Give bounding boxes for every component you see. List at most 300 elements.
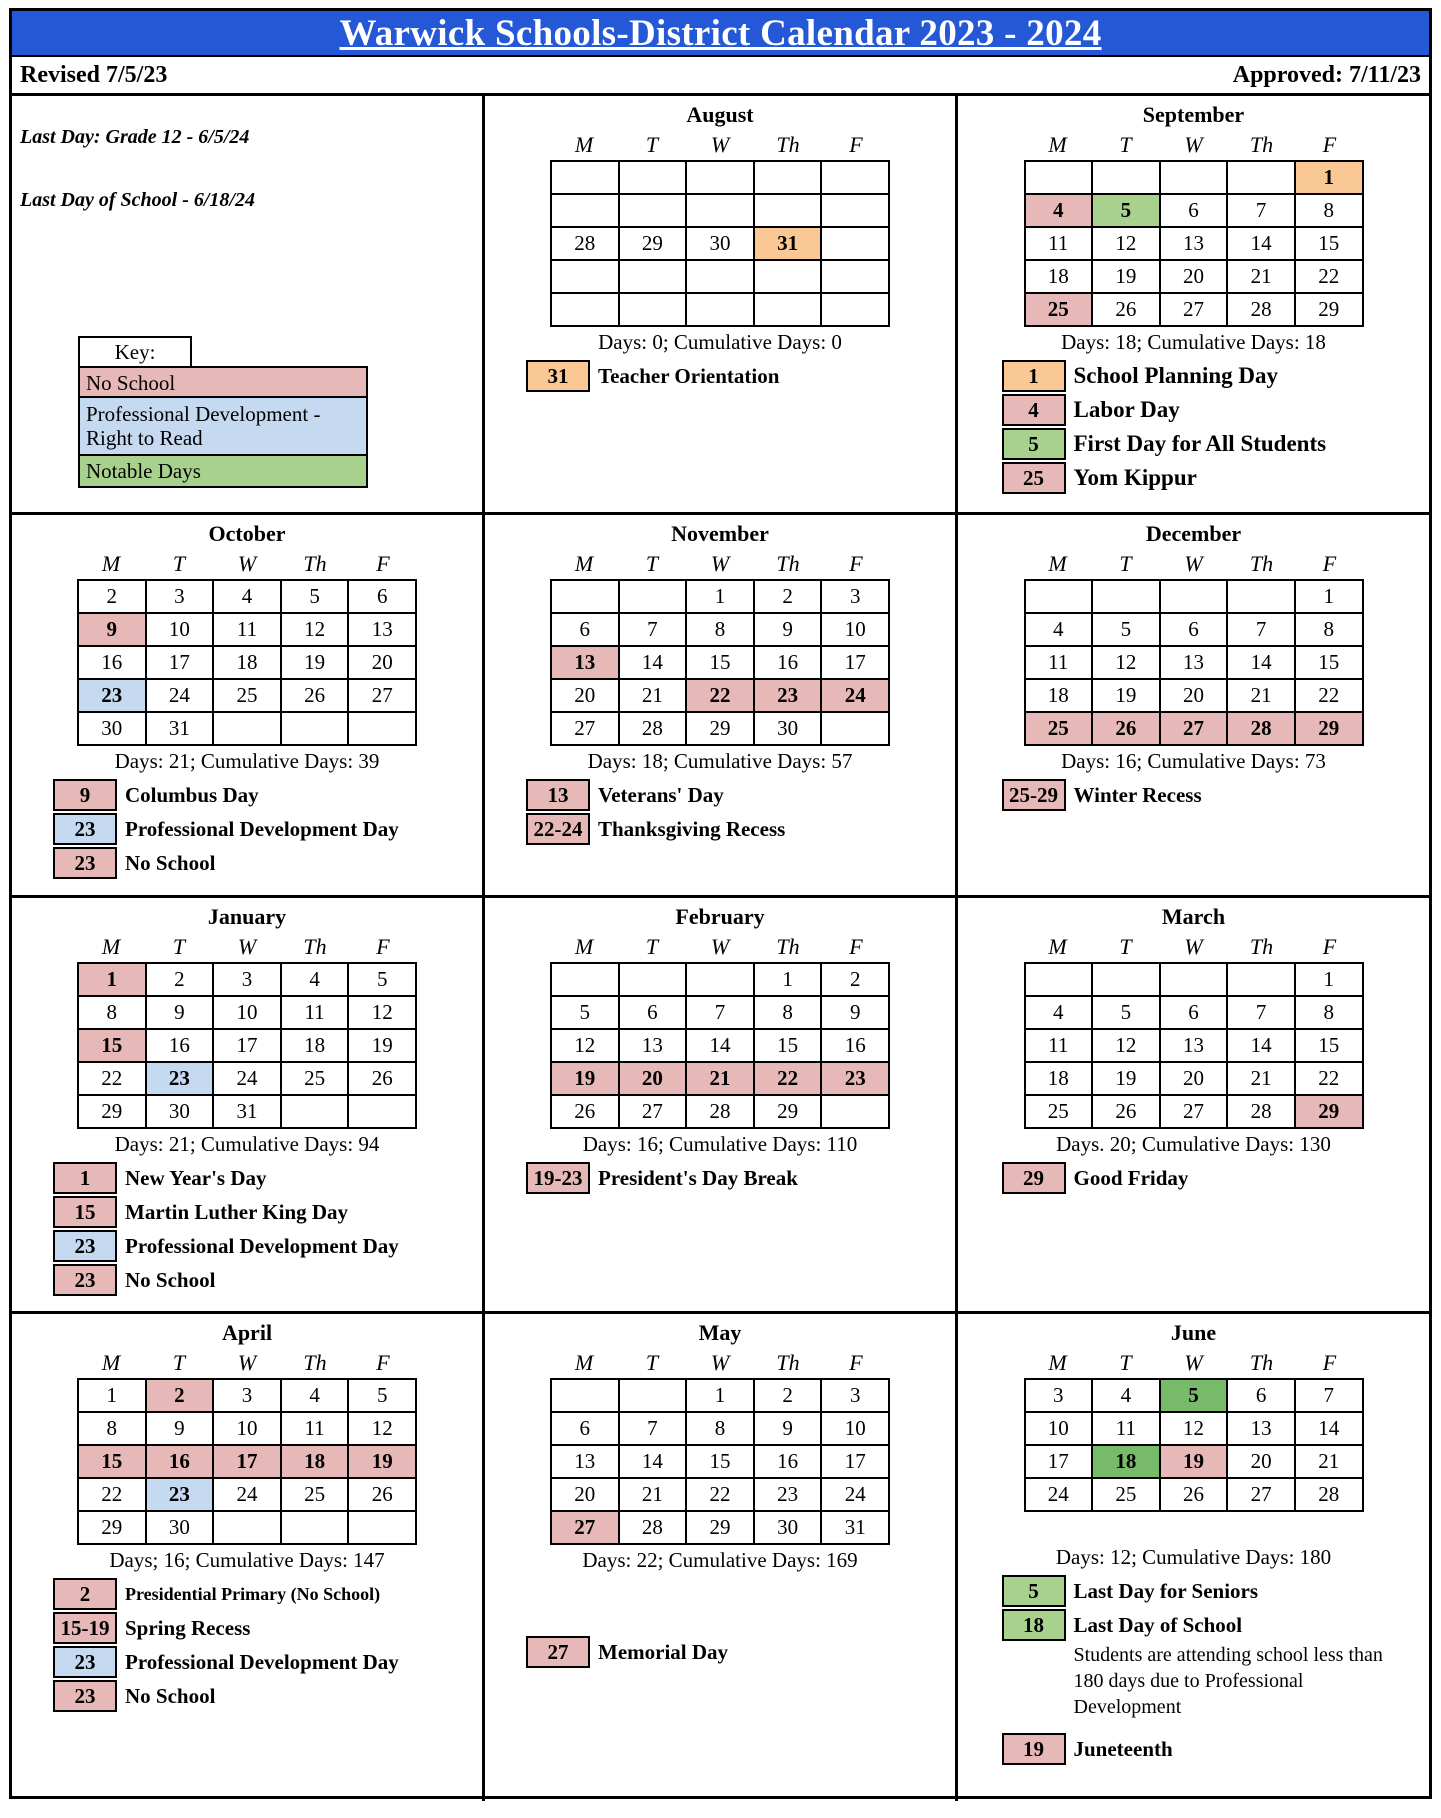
day-cell: 15: [686, 1445, 754, 1478]
day-cell: 25: [1025, 1095, 1093, 1128]
week-row: [78, 1029, 416, 1062]
weekday-header: [1024, 130, 1364, 160]
day-cell: 8: [686, 1412, 754, 1445]
legend-label: School Planning Day: [1073, 363, 1278, 388]
legend-label: Professional Development Day: [125, 1649, 399, 1674]
day-cell: 3: [821, 580, 889, 613]
day-cell: 4: [1092, 1379, 1160, 1412]
week-row: [78, 679, 416, 712]
day-cell: 16: [754, 646, 822, 679]
weekday-label: Th: [776, 132, 800, 157]
legend-badge: 15-19: [53, 1612, 117, 1644]
month-legend: [1002, 1574, 1386, 1766]
day-cell: 7: [1227, 996, 1295, 1029]
legend-row: [53, 1611, 441, 1645]
weekday-label: T: [645, 551, 659, 576]
legend-row: [526, 778, 914, 812]
day-cell: 23: [821, 1062, 889, 1095]
day-cell: 11: [1025, 646, 1093, 679]
legend-row: [53, 1645, 441, 1679]
day-cell: 21: [1227, 260, 1295, 293]
weekday-header: [550, 549, 890, 579]
legend-label: Columbus Day: [125, 782, 259, 807]
week-row: [1025, 1095, 1363, 1128]
weekday-label: W: [237, 1350, 257, 1375]
day-cell: 7: [1227, 613, 1295, 646]
day-cell: 29: [619, 227, 687, 260]
weekday-label: T: [1119, 132, 1132, 157]
day-cell: 29: [1295, 712, 1363, 745]
week-row: [78, 712, 416, 745]
legend-label: Labor Day: [1073, 397, 1180, 422]
weekday-label: M: [1048, 551, 1067, 576]
week-row: [551, 1062, 889, 1095]
day-cell: 13: [1160, 1029, 1228, 1062]
day-cell: 6: [551, 613, 619, 646]
week-row: [78, 1412, 416, 1445]
weekday-label: Th: [1249, 551, 1274, 576]
day-cell: 13: [1160, 646, 1228, 679]
legend-badge: 13: [526, 779, 590, 811]
empty-cell: [1227, 580, 1295, 613]
legend-badge: 5: [1002, 428, 1066, 460]
empty-cell: [754, 161, 822, 194]
day-cell: 19: [1092, 1062, 1160, 1095]
week-row: [1025, 1445, 1363, 1478]
day-cell: 3: [146, 580, 214, 613]
legend-badge: 1: [53, 1162, 117, 1194]
weekday-label: M: [1048, 132, 1067, 157]
empty-cell: [754, 260, 822, 293]
weekday-header: [1024, 549, 1364, 579]
week-row: [1025, 1478, 1363, 1511]
empty-cell: [821, 260, 889, 293]
empty-cell: [619, 580, 687, 613]
day-cell: 17: [213, 1029, 281, 1062]
legend-row: [1002, 393, 1386, 427]
day-cell: 30: [78, 712, 146, 745]
day-cell: 20: [551, 1478, 619, 1511]
weekday-label: T: [645, 934, 659, 959]
month-panel-june: [958, 1314, 1429, 1801]
empty-cell: [619, 161, 687, 194]
weekday-label: W: [710, 1350, 730, 1375]
month-legend: [53, 778, 441, 880]
day-cell: 29: [754, 1095, 822, 1128]
day-cell: 30: [686, 227, 754, 260]
last-day-school: Last Day of School - 6/18/24: [20, 189, 255, 211]
week-row: [78, 1445, 416, 1478]
day-cell: 4: [1025, 996, 1093, 1029]
legend-label: Winter Recess: [1073, 782, 1202, 807]
weekday-label: F: [1322, 132, 1337, 157]
empty-cell: [1227, 161, 1295, 194]
day-cell: 5: [348, 1379, 416, 1412]
day-cell: 19: [1092, 679, 1160, 712]
day-cell: 15: [1295, 227, 1363, 260]
week-row: [551, 1445, 889, 1478]
day-cell: 1: [1295, 963, 1363, 996]
legend-badge: 5: [1002, 1575, 1066, 1607]
empty-cell: [551, 293, 619, 326]
weekday-label: Th: [776, 934, 800, 959]
weekday-label: F: [1322, 1350, 1337, 1375]
day-cell: 15: [686, 646, 754, 679]
day-cell: 11: [1025, 1029, 1093, 1062]
weekday-label: T: [645, 1350, 659, 1375]
week-row: [551, 194, 889, 227]
day-cell: 28: [619, 1511, 687, 1544]
legend-row: [53, 1229, 441, 1263]
legend-badge: 19-23: [526, 1162, 590, 1194]
week-row: [551, 1379, 889, 1412]
day-cell: 17: [146, 646, 214, 679]
day-cell: 20: [1160, 260, 1228, 293]
weekday-label: F: [849, 551, 863, 576]
legend-row: [1002, 1732, 1386, 1766]
legend-badge: 23: [53, 1680, 117, 1712]
day-cell: 19: [348, 1445, 416, 1478]
month-panel-march: [958, 898, 1429, 1314]
week-row: [551, 580, 889, 613]
day-cell: 5: [1092, 613, 1160, 646]
day-cell: 27: [551, 712, 619, 745]
day-cell: 22: [78, 1478, 146, 1511]
week-row: [78, 646, 416, 679]
day-cell: 29: [1295, 293, 1363, 326]
day-cell: 26: [348, 1062, 416, 1095]
day-cell: 5: [1092, 996, 1160, 1029]
legend-label: Professional Development Day: [125, 1233, 399, 1258]
month-title: January: [207, 904, 287, 929]
day-cell: 20: [1160, 679, 1228, 712]
legend-badge: 15: [53, 1196, 117, 1228]
month-grid: [77, 579, 417, 746]
day-cell: 16: [821, 1029, 889, 1062]
day-cell: 14: [1295, 1412, 1363, 1445]
day-cell: 23: [146, 1062, 214, 1095]
day-cell: 5: [551, 996, 619, 1029]
empty-cell: [821, 712, 889, 745]
day-cell: 22: [1295, 679, 1363, 712]
days-count: Days: 21; Cumulative Days: 39: [114, 749, 380, 773]
month-grid: [550, 1378, 890, 1545]
week-row: [1025, 1029, 1363, 1062]
legend-row: [1002, 1574, 1386, 1608]
day-cell: 6: [551, 1412, 619, 1445]
day-cell: 25: [1092, 1478, 1160, 1511]
day-cell: 18: [213, 646, 281, 679]
month-title: August: [686, 102, 754, 127]
last-day-grade12: Last Day: Grade 12 - 6/5/24: [20, 126, 250, 148]
legend-badge: 1: [1002, 360, 1066, 392]
month-grid: [550, 962, 890, 1129]
week-row: [551, 1412, 889, 1445]
day-cell: 8: [1295, 996, 1363, 1029]
day-cell: 24: [213, 1062, 281, 1095]
day-cell: 16: [146, 1029, 214, 1062]
legend-label: Veterans' Day: [598, 782, 724, 807]
week-row: [78, 1062, 416, 1095]
day-cell: 22: [1295, 260, 1363, 293]
day-cell: 15: [78, 1445, 146, 1478]
month-title: September: [1142, 102, 1245, 127]
month-title: June: [1170, 1320, 1217, 1345]
legend-row: [53, 1263, 441, 1297]
empty-cell: [619, 260, 687, 293]
day-cell: 27: [1160, 293, 1228, 326]
legend-badge: 22-24: [526, 813, 590, 845]
day-cell: 22: [1295, 1062, 1363, 1095]
day-cell: 1: [78, 1379, 146, 1412]
day-cell: 18: [1025, 679, 1093, 712]
day-cell: 27: [619, 1095, 687, 1128]
empty-cell: [821, 293, 889, 326]
day-cell: 8: [78, 1412, 146, 1445]
legend-row: [53, 1161, 441, 1195]
day-cell: 19: [281, 646, 349, 679]
week-row: [1025, 646, 1363, 679]
week-row: [551, 712, 889, 745]
day-cell: 1: [686, 580, 754, 613]
empty-cell: [551, 161, 619, 194]
day-cell: 26: [1092, 712, 1160, 745]
day-cell: 5: [1160, 1379, 1228, 1412]
day-cell: 15: [78, 1029, 146, 1062]
day-cell: 4: [1025, 613, 1093, 646]
month-title: October: [208, 521, 286, 546]
legend-row: [53, 778, 441, 812]
empty-cell: [686, 293, 754, 326]
day-cell: 3: [821, 1379, 889, 1412]
legend-badge: 23: [53, 1264, 117, 1296]
legend-row: [53, 846, 441, 880]
legend-row: [1002, 359, 1386, 393]
week-row: [1025, 613, 1363, 646]
day-cell: 8: [78, 996, 146, 1029]
legend-label: President's Day Break: [598, 1165, 798, 1190]
day-cell: 29: [686, 1511, 754, 1544]
week-row: [551, 646, 889, 679]
legend-label: Spring Recess: [125, 1615, 251, 1640]
days-count: Days: 12; Cumulative Days: 180: [1055, 1545, 1332, 1569]
day-cell: 19: [1160, 1445, 1228, 1478]
empty-cell: [821, 1095, 889, 1128]
empty-cell: [619, 963, 687, 996]
day-cell: 5: [348, 963, 416, 996]
week-row: [78, 963, 416, 996]
day-cell: 30: [754, 1511, 822, 1544]
revised-date: Revised 7/5/23: [20, 61, 168, 88]
day-cell: 6: [348, 580, 416, 613]
weekday-label: M: [1048, 1350, 1067, 1375]
legend-row: [1002, 1608, 1386, 1642]
legend-badge: 4: [1002, 394, 1066, 426]
month-legend: [1002, 359, 1386, 495]
legend-row: [53, 1679, 441, 1713]
empty-cell: [619, 194, 687, 227]
day-cell: 22: [686, 1478, 754, 1511]
day-cell: 7: [619, 613, 687, 646]
day-cell: 26: [1092, 1095, 1160, 1128]
empty-cell: [754, 194, 822, 227]
month-panel-april: [12, 1314, 485, 1801]
day-cell: 3: [1025, 1379, 1093, 1412]
day-cell: 9: [754, 613, 822, 646]
empty-cell: [348, 1511, 416, 1544]
legend-badge: 9: [53, 779, 117, 811]
days-count: Days: 16; Cumulative Days: 110: [582, 1132, 858, 1156]
day-cell: 30: [146, 1095, 214, 1128]
day-cell: 19: [1092, 260, 1160, 293]
empty-cell: [1160, 580, 1228, 613]
day-cell: 24: [213, 1478, 281, 1511]
legend-label: Teacher Orientation: [598, 363, 780, 388]
weekday-label: M: [574, 934, 594, 959]
day-cell: 22: [754, 1062, 822, 1095]
day-cell: 9: [146, 1412, 214, 1445]
month-panel-february: [485, 898, 958, 1314]
week-row: [1025, 1412, 1363, 1445]
key-no-school: No School: [78, 366, 368, 398]
day-cell: 28: [1227, 1095, 1295, 1128]
week-row: [551, 1511, 889, 1544]
weekday-label: F: [376, 551, 390, 576]
month-grid: [1024, 579, 1364, 746]
legend-label: Juneteenth: [1073, 1736, 1173, 1761]
day-cell: 12: [348, 1412, 416, 1445]
legend-badge: 29: [1002, 1162, 1066, 1194]
weekday-label: W: [1184, 1350, 1203, 1375]
month-legend: [1002, 1161, 1386, 1195]
day-cell: 26: [348, 1478, 416, 1511]
legend-row: [1002, 427, 1386, 461]
day-cell: 11: [281, 1412, 349, 1445]
day-cell: 16: [78, 646, 146, 679]
month-grid: [1024, 962, 1364, 1129]
day-cell: 7: [1227, 194, 1295, 227]
day-cell: 20: [619, 1062, 687, 1095]
day-cell: 6: [1160, 194, 1228, 227]
weekday-header: [1024, 1348, 1364, 1378]
day-cell: 11: [213, 613, 281, 646]
empty-cell: [619, 293, 687, 326]
weekday-label: Th: [303, 934, 327, 959]
days-count: Days: 18; Cumulative Days: 57: [587, 749, 853, 773]
month-title: February: [675, 904, 765, 929]
legend-label: Last Day for Seniors: [1073, 1578, 1259, 1603]
days-count: Days; 16; Cumulative Days: 147: [109, 1548, 385, 1572]
day-cell: 8: [754, 996, 822, 1029]
day-cell: 12: [1092, 646, 1160, 679]
day-cell: 6: [1160, 996, 1228, 1029]
day-cell: 11: [281, 996, 349, 1029]
empty-cell: [281, 1095, 349, 1128]
legend-badge: 25: [1002, 462, 1066, 494]
day-cell: 8: [1295, 613, 1363, 646]
week-row: [551, 613, 889, 646]
day-cell: 22: [686, 679, 754, 712]
weekday-label: T: [172, 934, 186, 959]
weekday-label: M: [1048, 934, 1067, 959]
month-title: May: [698, 1320, 742, 1345]
weekday-label: M: [574, 551, 594, 576]
week-row: [551, 1095, 889, 1128]
day-cell: 6: [1227, 1379, 1295, 1412]
day-cell: 21: [1227, 1062, 1295, 1095]
empty-cell: [1160, 963, 1228, 996]
day-cell: 28: [1227, 712, 1295, 745]
weekday-label: Th: [776, 551, 800, 576]
weekday-label: M: [101, 1350, 121, 1375]
month-legend: [526, 1635, 914, 1669]
day-cell: 10: [146, 613, 214, 646]
month-panel-may: [485, 1314, 958, 1801]
weekday-label: F: [376, 1350, 390, 1375]
legend-label: Good Friday: [1073, 1165, 1189, 1190]
day-cell: 20: [551, 679, 619, 712]
day-cell: 4: [1025, 194, 1093, 227]
weekday-label: F: [849, 934, 863, 959]
week-row: [1025, 580, 1363, 613]
empty-cell: [1092, 580, 1160, 613]
day-cell: 2: [754, 1379, 822, 1412]
color-key: [78, 336, 368, 488]
days-count: Days. 20; Cumulative Days: 130: [1056, 1132, 1331, 1156]
week-row: [551, 227, 889, 260]
day-cell: 23: [754, 1478, 822, 1511]
day-cell: 26: [1092, 293, 1160, 326]
weekday-label: Th: [303, 1350, 327, 1375]
legend-row: [53, 1195, 441, 1229]
approved-date: Approved: 7/11/23: [1232, 61, 1421, 88]
empty-cell: [281, 1511, 349, 1544]
day-cell: 25: [213, 679, 281, 712]
week-row: [1025, 996, 1363, 1029]
week-row: [551, 1029, 889, 1062]
empty-cell: [686, 194, 754, 227]
day-cell: 27: [348, 679, 416, 712]
day-cell: 24: [821, 1478, 889, 1511]
day-cell: 14: [1227, 227, 1295, 260]
month-grid: [550, 579, 890, 746]
legend-row: [526, 359, 914, 393]
day-cell: 23: [146, 1478, 214, 1511]
empty-cell: [1227, 963, 1295, 996]
day-cell: 2: [78, 580, 146, 613]
day-cell: 27: [551, 1511, 619, 1544]
week-row: [551, 260, 889, 293]
week-row: [551, 679, 889, 712]
legend-label: Presidential Primary (No School): [125, 1583, 381, 1604]
month-grid: [77, 1378, 417, 1545]
day-cell: 2: [754, 580, 822, 613]
week-row: [78, 1379, 416, 1412]
month-title: March: [1161, 904, 1226, 929]
day-cell: 4: [281, 1379, 349, 1412]
day-cell: 14: [686, 1029, 754, 1062]
day-cell: 22: [78, 1062, 146, 1095]
weekday-label: W: [710, 551, 730, 576]
day-cell: 8: [686, 613, 754, 646]
weekday-label: F: [376, 934, 390, 959]
day-cell: 17: [821, 646, 889, 679]
week-row: [78, 613, 416, 646]
key-professional-development: Professional Development - Right to Read: [78, 398, 368, 456]
day-cell: 24: [821, 679, 889, 712]
weekday-label: W: [1184, 934, 1203, 959]
empty-cell: [1025, 963, 1093, 996]
